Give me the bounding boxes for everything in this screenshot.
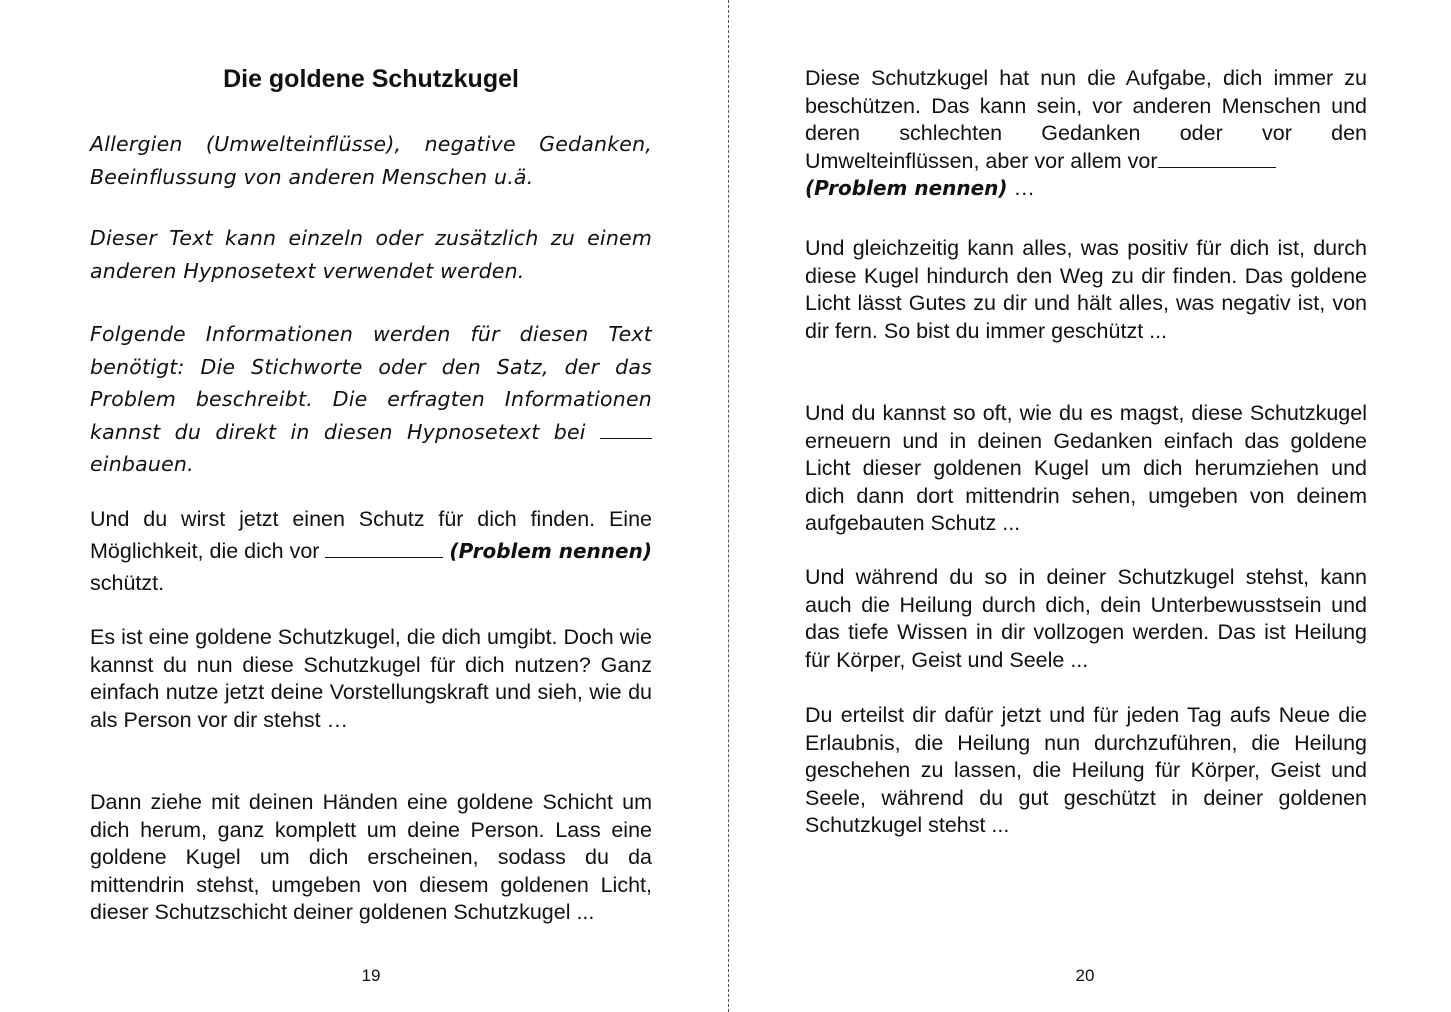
- paragraph-protection: [90, 503, 652, 599]
- paragraph-text: Diese Schutzkugel hat nun die Aufgabe, dich immer zu beschützen. Das kann sein, vor anderen Menschen und deren schlechten Gedanken oder vor den Umwelteinflüssen, aber vor allem vor: [805, 66, 1367, 173]
- paragraph-renew: Und du kannst so oft, wie du es magst, diese Schutzkugel erneuern und in deinen Gedanken einfach das goldene Licht dieser goldenen Kugel um dich herumziehen und dich dann dort mittendrin sehen, umgeben von deinem aufgebauten Schutz ...: [805, 401, 1367, 535]
- intro-usage-note: Dieser Text kann einzeln oder zusätzlich zu einem anderen Hypnosetext verwendet werden.: [90, 226, 652, 283]
- intro-topics: Allergien (Umwelteinflüsse), negative Gedanken, Beeinflussung von anderen Menschen u.ä.: [90, 132, 652, 189]
- page-title: Die goldene Schutzkugel: [223, 65, 519, 93]
- page-divider: [728, 0, 729, 1012]
- fill-in-blank: [1158, 149, 1276, 168]
- page-number: 19: [361, 966, 381, 985]
- paragraph-positive: Und gleichzeitig kann alles, was positiv für dich ist, durch diese Kugel hindurch den Weg zu dir finden. Das goldene Licht lässt Gutes zu dir und hält alles, was negativ ist, von dir fern. So bist du immer geschützt ...: [805, 236, 1367, 343]
- paragraph-permission: Du erteilst dir dafür jetzt und für jeden Tag aufs Neue die Erlaubnis, die Heilung nun durchzuführen, die Heilung geschehen zu lassen, die Heilung für Körper, Geist und Seele, während du gut geschützt in deiner goldenen Schutzkugel stehst ...: [805, 703, 1367, 837]
- page-number: 20: [1075, 966, 1095, 985]
- right-page: [730, 0, 1451, 1012]
- intro-required-info: [90, 318, 652, 481]
- paragraph-golden-layer: Dann ziehe mit deinen Händen eine goldene Schicht um dich herum, ganz komplett um deine Person. Lass eine goldene Kugel um dich erscheinen, sodass du da mittendrin stehst, umgeben von diesem goldenen Licht, dieser Schutzschicht deiner goldenen Schutzkugel ...: [90, 790, 652, 924]
- fill-in-blank: [600, 420, 652, 439]
- fill-in-blank: [325, 539, 443, 558]
- paragraph-text: Und du wirst jetzt einen Schutz für dich finden. Eine Möglichkeit, die dich vor: [90, 507, 652, 563]
- paragraph-text: schützt.: [90, 571, 165, 595]
- paragraph-golden-sphere: Es ist eine goldene Schutzkugel, die dich umgibt. Doch wie kannst du nun diese Schutzkugel für dich nutzen? Ganz einfach nutze jetzt deine Vorstellungskraft und sieh, wie du als Person vor dir stehst …: [90, 625, 652, 732]
- problem-placeholder: (Problem nennen): [449, 539, 652, 563]
- paragraph-healing: Und während du so in deiner Schutzkugel stehst, kann auch die Heilung durch dich, dein Unterbewusstsein und das tiefe Wissen in dir vollzogen werden. Das ist Heilung für Körper, Geist und Seele ...: [805, 565, 1367, 672]
- intro-required-text: Folgende Informationen werden für diesen Text benötigt: Die Stichworte oder den Satz, der das Problem beschreibt. Die erfragten Informationen kannst du direkt in diesen Hypnosetext bei: [90, 322, 652, 444]
- intro-required-end: einbauen.: [90, 452, 194, 476]
- paragraph-task: [805, 65, 1367, 203]
- problem-placeholder: (Problem nennen): [805, 176, 1008, 200]
- paragraph-text: …: [1007, 176, 1036, 200]
